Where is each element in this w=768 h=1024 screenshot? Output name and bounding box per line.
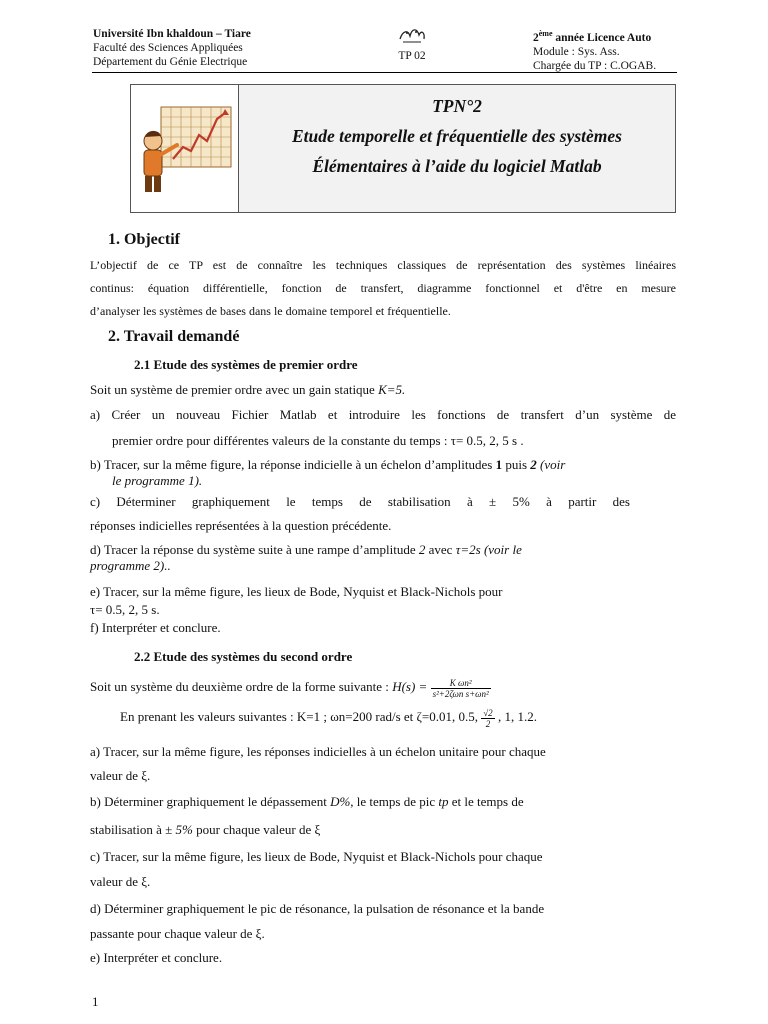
objectif-line-2: continus: équation différentielle, fonction de transfert, diagramme fonctionnel et d'être en mesure xyxy=(90,281,676,295)
tp-title-line2: Élémentaires à l’aide du logiciel Matlab xyxy=(312,156,602,176)
item-a-line-2: premier ordre pour différentes valeurs de la constante du temps : τ= 0.5, 2, 5 s . xyxy=(112,433,524,448)
objectif-line-1: L’objectif de ce TP est de connaître les techniques classiques de représentation des systèmes linéaires xyxy=(90,258,676,272)
premier-ordre-intro: Soit un système de premier ordre avec un gain statique K=5. xyxy=(90,382,406,397)
section-objectif-heading: 1. Objectif xyxy=(108,231,180,248)
university-seal-icon xyxy=(397,24,427,46)
header-divider xyxy=(92,72,677,73)
item2-b-line-2: stabilisation à ± 5% pour chaque valeur de ξ xyxy=(90,822,321,837)
parameter-values: En prenant les valeurs suivantes : K=1 ; ωn=200 rad/s et ζ=0.01, 0.5, $\frac{√2}{2}$ , 1, 1.2. xyxy=(120,707,537,729)
page-number: 1 xyxy=(92,994,99,1009)
module-name: Module : Sys. Ass. xyxy=(533,45,620,58)
title-text xyxy=(239,91,675,181)
item-a-line-1: a) Créer un nouveau Fichier Matlab et introduire les fonctions de transfert d’un système de xyxy=(90,407,676,422)
item2-e: e) Interpréter et conclure. xyxy=(90,950,223,965)
item-d-line-2: programme 2).. xyxy=(90,558,171,573)
tp-title-line1: Etude temporelle et fréquentielle des systèmes xyxy=(291,126,622,146)
tp-title-number: TPN°2 xyxy=(432,96,482,116)
subsection-premier-ordre-heading: 2.1 Etude des systèmes de premier ordre xyxy=(134,357,358,372)
department-name: Département du Génie Electrique xyxy=(93,56,248,68)
teacher-name: Chargée du TP : C.OGAB. xyxy=(533,59,657,72)
item2-c-line-1: c) Tracer, sur la même figure, les lieux de Bode, Nyquist et Black-Nichols pour chaque xyxy=(90,849,543,864)
section-travail-heading: 2. Travail demandé xyxy=(108,328,240,345)
second-ordre-intro: Soit un système du deuxième ordre de la forme suivante : H(s) = $\frac{\text{K ωn²}}{\text{s²+2ζωn s+ωn²}}$ xyxy=(90,677,489,699)
university-name: Université Ibn khaldoun – Tiare xyxy=(93,28,251,40)
subsection-second-ordre-heading: 2.2 Etude des systèmes du second ordre xyxy=(134,649,353,664)
item-b-line-1: b) Tracer, sur la même figure, la réponse indicielle à un échelon d’amplitudes 1 puis 2 (voir xyxy=(90,457,566,472)
item-c-line-2: réponses indicielles représentées à la question précédente. xyxy=(90,518,392,533)
header-center xyxy=(372,24,452,62)
year-level: 2ème année Licence Auto xyxy=(533,29,652,44)
item-d-line-1: d) Tracer la réponse du système suite à une rampe d’amplitude 2 avec τ=2s (voir le xyxy=(90,542,522,557)
title-box xyxy=(130,84,676,213)
item2-b-line-1: b) Déterminer graphiquement le dépassement D%, le temps de pic tp et le temps de xyxy=(90,794,524,809)
item2-d-line-1: d) Déterminer graphiquement le pic de résonance, la pulsation de résonance et la bande xyxy=(90,901,545,916)
header-institution xyxy=(93,27,251,69)
objectif-line-3: d’analyser les systèmes de bases dans le domaine temporel et fréquentielle. xyxy=(90,304,451,318)
header-course-info xyxy=(533,27,656,73)
presenter-chart-icon xyxy=(133,101,235,201)
item2-a-line-2: valeur de ξ. xyxy=(90,768,151,783)
item2-a-line-1: a) Tracer, sur la même figure, les réponses indicielles à un échelon unitaire pour chaque xyxy=(90,744,546,759)
item2-c-line-2: valeur de ξ. xyxy=(90,874,151,889)
item-b-line-2: le programme 1). xyxy=(112,473,203,488)
faculty-name: Faculté des Sciences Appliquées xyxy=(93,42,243,54)
item2-d-line-2: passante pour chaque valeur de ξ. xyxy=(90,926,265,941)
item-e-line-1: e) Tracer, sur la même figure, les lieux de Bode, Nyquist et Black-Nichols pour xyxy=(90,584,503,599)
item-e-line-2: τ= 0.5, 2, 5 s. xyxy=(90,602,160,617)
item-f: f) Interpréter et conclure. xyxy=(90,620,221,635)
transfer-function-fraction: $\frac{\text{K ωn²}}{\text{s²+2ζωn s+ωn²}}$ xyxy=(432,677,489,699)
item-c-line-1: c) Déterminer graphiquement le temps de stabilisation à ± 5% à partir des xyxy=(90,494,630,509)
tp-number: TP 02 xyxy=(398,50,426,62)
